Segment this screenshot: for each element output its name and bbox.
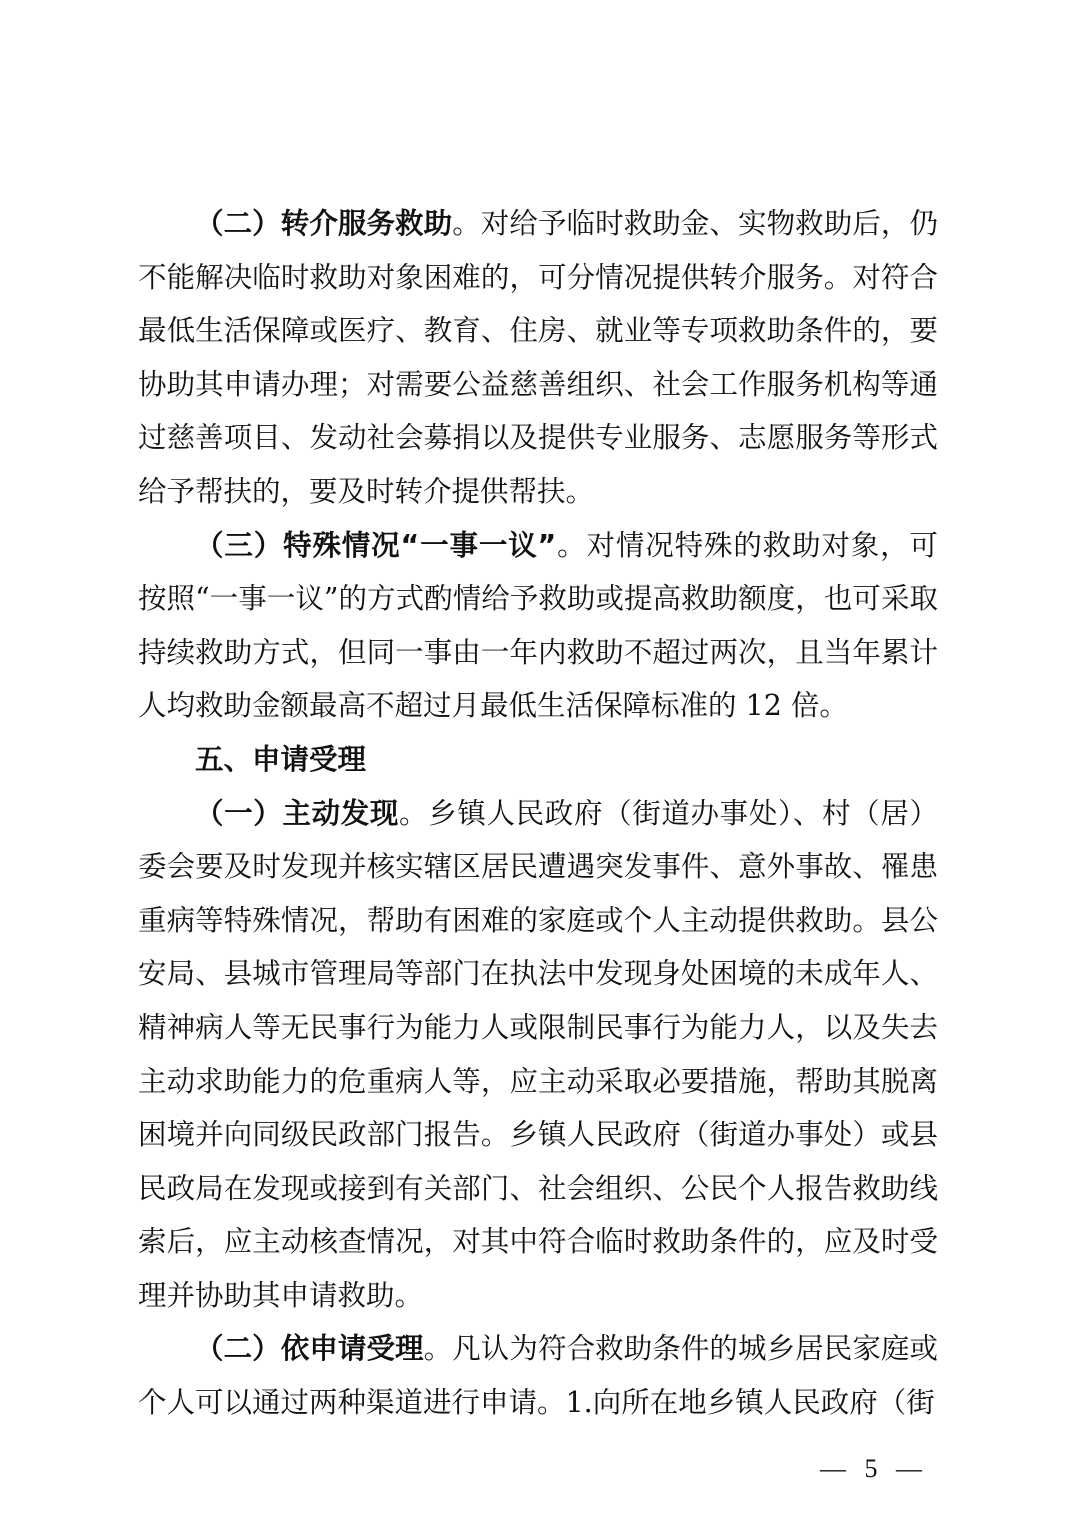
paragraph-text: 。对给予临时救助金、实物救助后，仍不能解决临时救助对象困难的，可分情况提供转介服务。对符合最低生活保障或医疗、教育、住房、就业等专项救助条件的，要协助其申请办理；对需要公益慈善组织、社会工作服务机构等通过慈善项目、发动社会募捐以及提供专业服务、志愿服务等形式给予帮扶的，要及时转介提供帮扶。 (138, 207, 938, 508)
paragraph-text: 。对情况特殊的救助对象，可按照“一事一议”的方式酌情给予救助或提高救助额度，也可采取持续救助方式，但同一事由一年内救助不超过两次，且当年累计人均救助金额最高不超过月最低生活保障标准的 12 倍。 (138, 528, 938, 723)
paragraph-lead: （一）主动发现 (195, 796, 400, 830)
section-heading: 五、申请受理 (195, 742, 367, 776)
paragraph-text: 。乡镇人民政府（街道办事处）、村（居）委会要及时发现并核实辖区居民遭遇突发事件、意外事故、罹患重病等特殊情况，帮助有困难的家庭或个人主动提供救助。县公安局、县城市管理局等部门在执法中发现身处困境的未成年人、精神病人等无民事行为能力人或限制民事行为能力人，以及失去主动求助能力的危重病人等，应主动采取必要措施，帮助其脱离困境并向同级民政部门报告。乡镇人民政府（街道办事处）或县民政局在发现或接到有关部门、社会组织、公民个人报告救助线索后，应主动核查情况，对其中符合临时救助条件的，应及时受理并协助其申请救助。 (138, 796, 938, 1312)
page-number: — 5 — (820, 1454, 928, 1483)
paragraph-referral-aid (138, 197, 938, 519)
paragraph-lead: （二）依申请受理 (195, 1332, 424, 1366)
paragraph-text: 。凡认为符合救助条件的城乡居民家庭或个人可以通过两种渠道进行申请。1.向所在地乡镇人民政府（街 (138, 1332, 938, 1420)
paragraph-lead: （二）转介服务救助 (195, 207, 453, 240)
paragraph-special-case (138, 519, 938, 733)
paragraph-active-discovery (138, 787, 938, 1323)
paragraph-lead: （三）特殊情况“一事一议” (195, 528, 557, 562)
paragraph-application (138, 1322, 938, 1429)
document-body (138, 197, 938, 1430)
